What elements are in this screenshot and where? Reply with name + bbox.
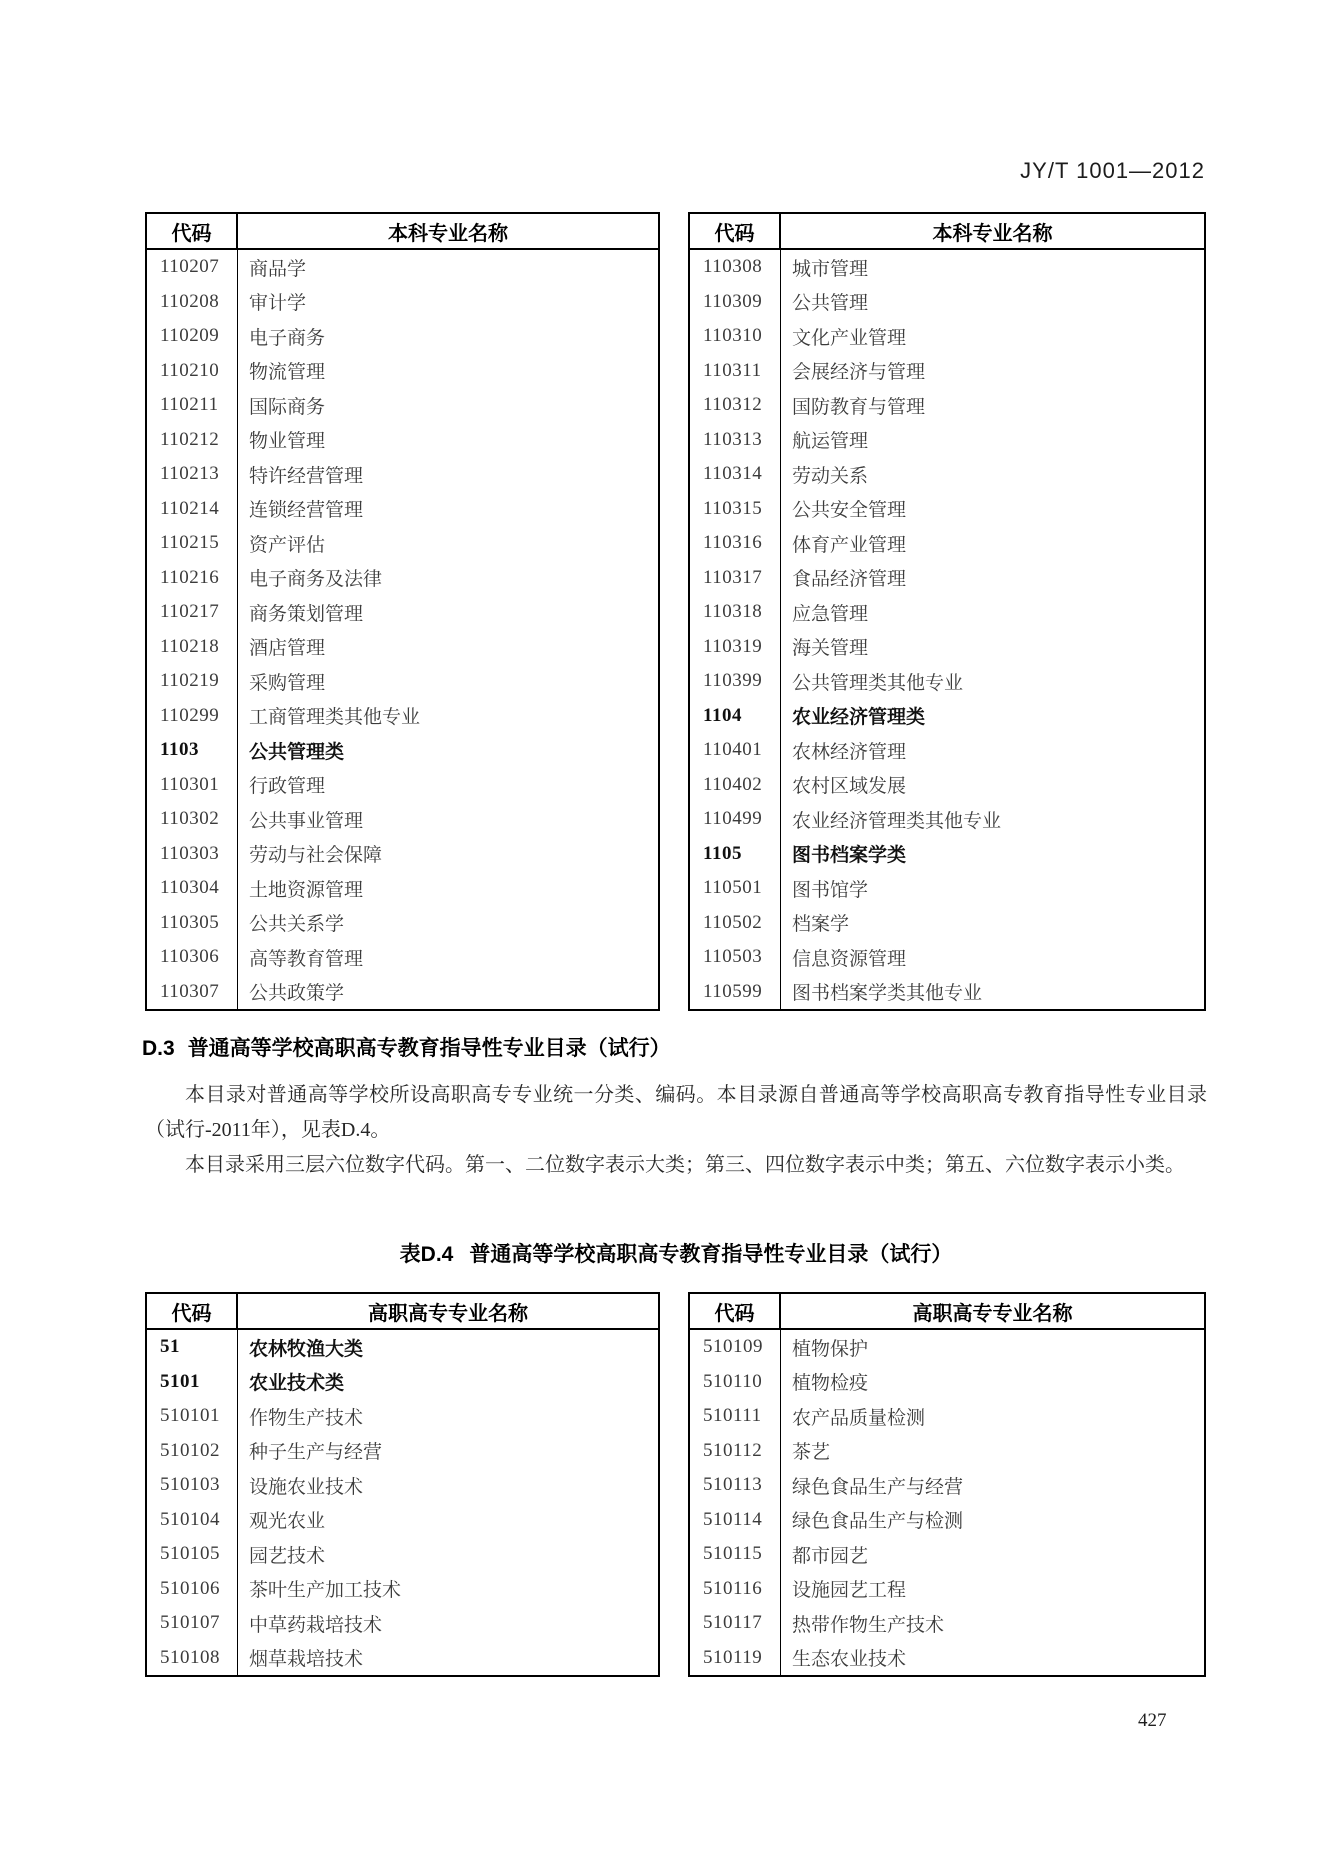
table-row — [147, 1399, 658, 1434]
table-row — [147, 354, 658, 389]
code-cell: 110310 — [690, 319, 781, 354]
code-cell: 110299 — [147, 699, 238, 734]
name-cell: 都市园艺 — [792, 1545, 869, 1567]
table-row — [147, 1330, 658, 1365]
table-header-row — [147, 1294, 658, 1330]
code-cell: 510119 — [690, 1641, 781, 1676]
table-row — [147, 1468, 658, 1503]
table-row — [690, 1537, 1204, 1572]
table-row — [690, 768, 1204, 803]
name-cell: 国际商务 — [249, 396, 326, 418]
name-cell: 茶叶生产加工技术 — [249, 1580, 402, 1602]
table-row — [147, 699, 658, 734]
name-cell: 电子商务 — [249, 327, 326, 349]
name-cell: 酒店管理 — [249, 638, 326, 660]
table-row — [690, 940, 1204, 975]
name-cell: 食品经济管理 — [792, 569, 907, 591]
table-row — [147, 1503, 658, 1538]
table-undergraduate-right — [688, 212, 1206, 1011]
code-cell: 510108 — [147, 1641, 238, 1676]
name-cell: 公共管理类 — [249, 741, 345, 763]
name-cell: 植物保护 — [792, 1338, 869, 1360]
code-cell: 110303 — [147, 837, 238, 872]
table-row — [690, 526, 1204, 561]
table-row — [690, 1330, 1204, 1365]
code-cell: 110309 — [690, 285, 781, 320]
code-cell: 110306 — [147, 940, 238, 975]
code-cell: 5101 — [147, 1365, 238, 1400]
table-row — [147, 1365, 658, 1400]
name-cell: 公共政策学 — [249, 983, 345, 1005]
table-row — [147, 1537, 658, 1572]
code-cell: 510105 — [147, 1537, 238, 1572]
table-caption-title: 普通高等学校高职高专教育指导性专业目录（试行） — [469, 1243, 953, 1266]
code-cell: 110213 — [147, 457, 238, 492]
code-cell: 110210 — [147, 354, 238, 389]
name-cell: 生态农业技术 — [792, 1649, 907, 1671]
table-row — [147, 1572, 658, 1607]
name-cell: 公共管理 — [792, 293, 869, 315]
name-cell: 设施农业技术 — [249, 1476, 364, 1498]
name-cell: 审计学 — [249, 293, 307, 315]
code-cell: 110302 — [147, 802, 238, 837]
code-cell: 110399 — [690, 664, 781, 699]
code-cell: 510101 — [147, 1399, 238, 1434]
table-row — [690, 1434, 1204, 1469]
table-row — [147, 630, 658, 665]
code-cell: 110317 — [690, 561, 781, 596]
name-cell: 热带作物生产技术 — [792, 1614, 945, 1636]
table-row — [147, 975, 658, 1010]
code-cell: 110503 — [690, 940, 781, 975]
code-cell: 510111 — [690, 1399, 781, 1434]
code-column-header: 代码 — [690, 214, 781, 248]
name-cell: 土地资源管理 — [249, 879, 364, 901]
name-cell: 体育产业管理 — [792, 534, 907, 556]
standard-number: JY/T 1001—2012 — [1020, 158, 1205, 183]
name-cell: 特许经营管理 — [249, 465, 364, 487]
name-cell: 公共关系学 — [249, 914, 345, 936]
table-row — [690, 1503, 1204, 1538]
table-row — [147, 1641, 658, 1676]
name-cell: 公共事业管理 — [249, 810, 364, 832]
code-cell: 110312 — [690, 388, 781, 423]
name-column-header: 本科专业名称 — [932, 222, 1053, 245]
table-row — [690, 354, 1204, 389]
table-row — [690, 561, 1204, 596]
table-row — [147, 250, 658, 285]
code-cell: 110501 — [690, 871, 781, 906]
name-cell: 物业管理 — [249, 431, 326, 453]
code-cell: 510104 — [147, 1503, 238, 1538]
name-cell: 茶艺 — [792, 1442, 831, 1464]
code-cell: 110318 — [690, 595, 781, 630]
table-vocational-right — [688, 1292, 1206, 1677]
code-cell: 110304 — [147, 871, 238, 906]
code-cell: 510107 — [147, 1606, 238, 1641]
table-header-row — [690, 1294, 1204, 1330]
table-row — [147, 1434, 658, 1469]
name-cell: 劳动与社会保障 — [249, 845, 383, 867]
table-row — [690, 250, 1204, 285]
name-cell: 行政管理 — [249, 776, 326, 798]
table-row — [147, 457, 658, 492]
code-cell: 1103 — [147, 733, 238, 768]
name-cell: 工商管理类其他专业 — [249, 707, 421, 729]
code-cell: 110311 — [690, 354, 781, 389]
section-heading — [142, 1032, 671, 1062]
name-cell: 中草药栽培技术 — [249, 1614, 383, 1636]
code-cell: 110208 — [147, 285, 238, 320]
name-cell: 设施园艺工程 — [792, 1580, 907, 1602]
name-column-header: 高职高专专业名称 — [912, 1302, 1073, 1325]
paragraph: 本目录对普通高等学校所设高职高专专业统一分类、编码。本目录源自普通高等学校高职高专教育指导性专业目录（试行-2011年），见表D.4。 — [145, 1084, 1207, 1141]
section-number: D.3 — [142, 1037, 175, 1060]
code-cell: 510112 — [690, 1434, 781, 1469]
table-row — [147, 664, 658, 699]
table-row — [147, 940, 658, 975]
code-cell: 110305 — [147, 906, 238, 941]
code-cell: 510114 — [690, 1503, 781, 1538]
page-number: 427 — [1138, 1710, 1167, 1731]
table-row — [690, 664, 1204, 699]
table-row — [147, 768, 658, 803]
table-row — [690, 492, 1204, 527]
name-cell: 烟草栽培技术 — [249, 1649, 364, 1671]
code-cell: 110319 — [690, 630, 781, 665]
table-row — [690, 285, 1204, 320]
table-row — [690, 319, 1204, 354]
table-row — [147, 561, 658, 596]
table-undergraduate-left — [145, 212, 660, 1011]
code-cell: 110218 — [147, 630, 238, 665]
name-cell: 植物检疫 — [792, 1373, 869, 1395]
code-cell: 1104 — [690, 699, 781, 734]
table-row — [690, 1572, 1204, 1607]
vocational-tables-row — [145, 1292, 1206, 1677]
code-column-header: 代码 — [147, 1294, 238, 1328]
code-cell: 1105 — [690, 837, 781, 872]
code-cell: 110502 — [690, 906, 781, 941]
name-cell: 高等教育管理 — [249, 948, 364, 970]
name-cell: 农林经济管理 — [792, 741, 907, 763]
name-cell: 应急管理 — [792, 603, 869, 625]
table-row — [690, 975, 1204, 1010]
table-row — [147, 492, 658, 527]
table-row — [690, 630, 1204, 665]
table-row — [690, 699, 1204, 734]
code-cell: 110301 — [147, 768, 238, 803]
code-cell: 510113 — [690, 1468, 781, 1503]
name-cell: 公共安全管理 — [792, 500, 907, 522]
code-cell: 510115 — [690, 1537, 781, 1572]
name-cell: 图书馆学 — [792, 879, 869, 901]
name-cell: 图书档案学类其他专业 — [792, 983, 983, 1005]
name-cell: 农业经济管理类 — [792, 707, 926, 729]
table-row — [690, 1641, 1204, 1676]
code-cell: 110308 — [690, 250, 781, 285]
name-cell: 农业经济管理类其他专业 — [792, 810, 1002, 832]
name-column-header: 本科专业名称 — [388, 222, 508, 245]
name-cell: 商务策划管理 — [249, 603, 364, 625]
code-column-header: 代码 — [147, 214, 238, 248]
table-row — [690, 733, 1204, 768]
code-cell: 110216 — [147, 561, 238, 596]
name-cell: 城市管理 — [792, 258, 869, 280]
table-caption-label: 表D.4 — [399, 1243, 454, 1266]
name-cell: 种子生产与经营 — [249, 1442, 383, 1464]
table-row — [690, 423, 1204, 458]
table-row — [690, 595, 1204, 630]
name-column-header: 高职高专专业名称 — [368, 1302, 528, 1325]
name-cell: 连锁经营管理 — [249, 500, 364, 522]
name-cell: 观光农业 — [249, 1511, 326, 1533]
table-row — [690, 906, 1204, 941]
code-cell: 110313 — [690, 423, 781, 458]
table-header-row — [690, 214, 1204, 250]
code-cell: 110402 — [690, 768, 781, 803]
code-cell: 510106 — [147, 1572, 238, 1607]
table-row — [147, 423, 658, 458]
table-row — [690, 457, 1204, 492]
name-cell: 图书档案学类 — [792, 845, 907, 867]
name-cell: 作物生产技术 — [249, 1407, 364, 1429]
code-cell: 51 — [147, 1330, 238, 1365]
table-row — [690, 871, 1204, 906]
code-cell: 510110 — [690, 1365, 781, 1400]
code-cell: 110211 — [147, 388, 238, 423]
name-cell: 物流管理 — [249, 362, 326, 384]
name-cell: 劳动关系 — [792, 465, 869, 487]
table-header-row — [147, 214, 658, 250]
table-row — [147, 595, 658, 630]
code-cell: 110315 — [690, 492, 781, 527]
code-cell: 110214 — [147, 492, 238, 527]
code-cell: 510116 — [690, 1572, 781, 1607]
code-cell: 110212 — [147, 423, 238, 458]
table-row — [147, 733, 658, 768]
code-cell: 510102 — [147, 1434, 238, 1469]
table-row — [147, 802, 658, 837]
code-cell: 110314 — [690, 457, 781, 492]
name-cell: 农产品质量检测 — [792, 1407, 926, 1429]
table-row — [690, 1365, 1204, 1400]
undergraduate-tables-row — [145, 212, 1206, 1011]
name-cell: 文化产业管理 — [792, 327, 907, 349]
code-cell: 110307 — [147, 975, 238, 1010]
table-row — [147, 837, 658, 872]
code-cell: 110401 — [690, 733, 781, 768]
table-row — [147, 526, 658, 561]
name-cell: 资产评估 — [249, 534, 326, 556]
name-cell: 信息资源管理 — [792, 948, 907, 970]
code-cell: 110499 — [690, 802, 781, 837]
section-title: 普通高等学校高职高专教育指导性专业目录（试行） — [187, 1037, 671, 1060]
code-cell: 110207 — [147, 250, 238, 285]
name-cell: 电子商务及法律 — [249, 569, 383, 591]
name-cell: 采购管理 — [249, 672, 326, 694]
table-row — [147, 388, 658, 423]
table-caption — [145, 1238, 1207, 1268]
paragraph: 本目录采用三层六位数字代码。第一、二位数字表示大类；第三、四位数字表示中类；第五、六位数字表示小类。 — [185, 1154, 1185, 1176]
name-cell: 农林牧渔大类 — [249, 1338, 364, 1360]
name-cell: 国防教育与管理 — [792, 396, 926, 418]
table-row — [147, 319, 658, 354]
code-cell: 510117 — [690, 1606, 781, 1641]
code-cell: 110219 — [147, 664, 238, 699]
name-cell: 航运管理 — [792, 431, 869, 453]
code-cell: 510109 — [690, 1330, 781, 1365]
name-cell: 绿色食品生产与经营 — [792, 1476, 964, 1498]
name-cell: 会展经济与管理 — [792, 362, 926, 384]
name-cell: 农村区域发展 — [792, 776, 907, 798]
name-cell: 公共管理类其他专业 — [792, 672, 964, 694]
table-vocational-left — [145, 1292, 660, 1677]
name-cell: 绿色食品生产与检测 — [792, 1511, 964, 1533]
name-cell: 海关管理 — [792, 638, 869, 660]
name-cell: 农业技术类 — [249, 1373, 345, 1395]
section-body — [145, 1078, 1207, 1183]
table-row — [690, 837, 1204, 872]
table-row — [147, 1606, 658, 1641]
table-row — [147, 906, 658, 941]
table-row — [690, 388, 1204, 423]
name-cell: 档案学 — [792, 914, 850, 936]
table-row — [147, 871, 658, 906]
table-row — [690, 1606, 1204, 1641]
name-cell: 园艺技术 — [249, 1545, 326, 1567]
code-cell: 110217 — [147, 595, 238, 630]
name-cell: 商品学 — [249, 258, 307, 280]
table-row — [690, 1399, 1204, 1434]
code-cell: 110599 — [690, 975, 781, 1010]
code-cell: 110215 — [147, 526, 238, 561]
table-row — [690, 802, 1204, 837]
table-row — [147, 285, 658, 320]
code-cell: 110316 — [690, 526, 781, 561]
code-cell: 110209 — [147, 319, 238, 354]
code-cell: 510103 — [147, 1468, 238, 1503]
table-row — [690, 1468, 1204, 1503]
code-column-header: 代码 — [690, 1294, 781, 1328]
